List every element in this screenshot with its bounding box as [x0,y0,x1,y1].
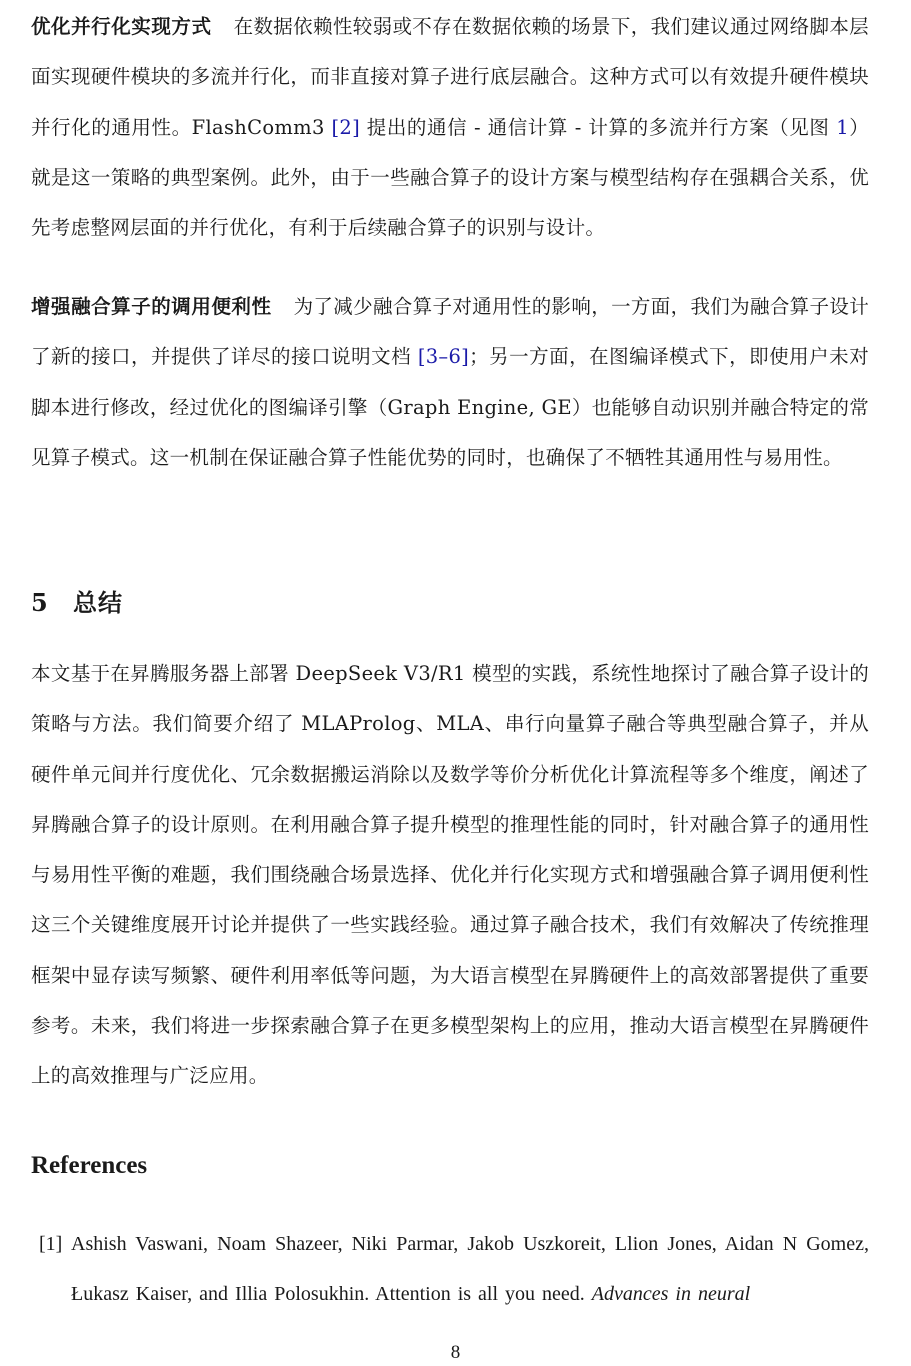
reference-item [31,1219,869,1319]
reference-text [71,1219,869,1319]
section-number: 5 [31,588,49,617]
paragraph-text: 在数据依赖性较弱或不存在数据依赖的场景下，我们建议通过网络脚本层面实现硬件模块的多流并行化，而非直接对算子进行底层融合。这种方式可以有效提升硬件模块并行化的通用性。FlashComm3 [31,15,869,139]
reference-authors-title: Ashish Vaswani, Noam Shazeer, Niki Parmar, Jakob Uszkoreit, Llion Jones, Aidan N Gomez, Łukasz Kaiser, and Illia Polosukhin. Attention is all you need. [71,1233,869,1305]
figure-reference-link[interactable]: 1 [836,115,849,139]
reference-venue: Advances in neural [591,1283,751,1305]
citation-link[interactable]: [2] [331,115,360,139]
paragraph-text: ）就是这一策略的典型案例。此外，由于一些融合算子的设计方案与模型结构存在强耦合关系，优先考虑整网层面的并行优化，有利于后续融合算子的识别与设计。 [31,115,869,240]
section-title: 总结 [73,589,123,617]
paragraph-text: 为了减少融合算子对通用性的影响，一方面，我们为融合算子设计了新的接口，并提供了详尽的接口说明文档 [31,295,869,369]
page-number: 8 [450,1342,461,1363]
paragraph-text: ；另一方面，在图编译模式下，即使用户未对脚本进行修改，经过优化的图编译引擎（Graph Engine, GE）也能够自动识别并融合特定的常见算子模式。这一机制在保证融合算子性能优势的同时，也确保了不牺牲其通用性与易用性。 [31,345,869,469]
paragraph-summary [31,649,869,1102]
references-heading: References [31,1152,148,1179]
paragraph-heading-usability: 增强融合算子的调用便利性 [31,295,272,318]
paragraph-parallelization [31,2,869,253]
section-heading [31,583,123,618]
reference-label: [1] [39,1233,63,1255]
paragraph-text: 提出的通信 - 通信计算 - 计算的多流并行方案（见图 [359,115,837,139]
paragraph-usability [31,282,869,483]
paragraph-text: 本文基于在昇腾服务器上部署 DeepSeek V3/R1 模型的实践，系统性地探讨了融合算子设计的策略与方法。我们简要介绍了 MLAProlog、MLA、串行向量算子融合等典型融合算子，并从硬件单元间并行度优化、冗余数据搬运消除以及数学等价分析优化计算流程等多个维度，阐述了昇腾融合算子的设计原则。在利用融合算子提升模型的推理性能的同时，针对融合算子的通用性与易用性平衡的难题，我们围绕融合场景选择、优化并行化实现方式和增强融合算子调用便利性这三个关键维度展开讨论并提供了一些实践经验。通过算子融合技术，我们有效解决了传统推理框架中显存读写频繁、硬件利用率低等问题，为大语言模型在昇腾硬件上的高效部署提供了重要参考。未来，我们将进一步探索融合算子在更多模型架构上的应用，推动大语言模型在昇腾硬件上的高效推理与广泛应用。 [31,662,869,1088]
citation-link[interactable]: [3–6] [417,345,470,369]
paragraph-heading-parallelization: 优化并行化实现方式 [31,15,212,38]
